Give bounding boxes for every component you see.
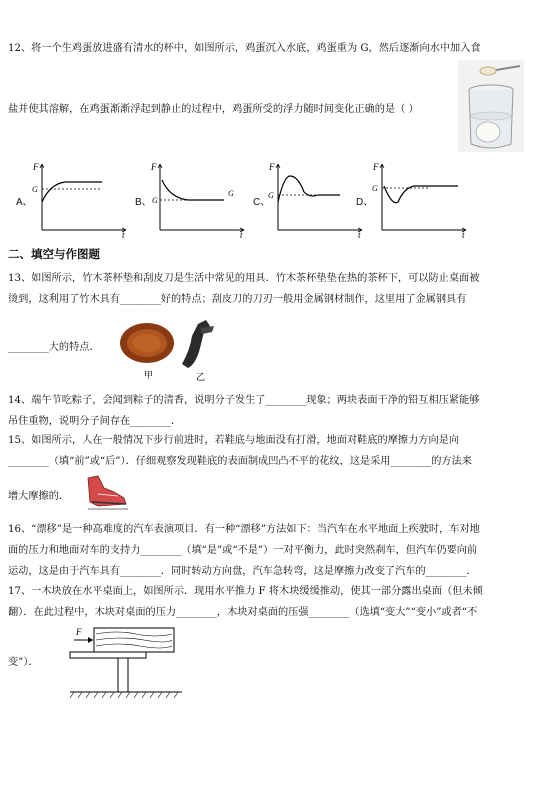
egg-in-glass-image — [458, 60, 524, 152]
q17-line3: 变”）． — [8, 657, 39, 668]
axis-y-label: F — [151, 162, 157, 172]
axis-x-label: t — [358, 230, 361, 238]
level-label: G — [372, 184, 378, 193]
q17-line1: 17、一木块放在水平桌面上，如图所示．现用水平推力 F 将木块缓缓推动，使其一部分露出桌面（但未倾 — [8, 586, 483, 597]
q13-line3: ________大的特点． — [8, 342, 100, 353]
q15-line3: 增大摩擦的． — [8, 491, 70, 502]
graph-option-b — [148, 158, 248, 238]
option-b-label: B、 — [135, 197, 152, 208]
label-jia: 甲 — [144, 370, 154, 380]
shoe-walking-image — [84, 474, 130, 510]
axis-y-label: F — [269, 162, 275, 172]
q17-line2: 翻）．在此过程中，木块对桌面的压力________，木块对桌面的压强________（选填“变大”“变小”或者“不 — [8, 607, 478, 618]
axis-x-label: t — [240, 230, 243, 238]
q16-line3: 运动，这是由于汽车具有________．同时转动方向盘，汽车急转弯，这是摩擦力改变了汽车的________． — [8, 566, 477, 577]
q13-line1: 13、如图所示，竹木茶杯垫和刮皮刀是生活中常见的用具．竹木茶杯垫垫在热的茶杯下，可以防止桌面被 — [8, 273, 480, 284]
graph-option-d — [370, 158, 470, 238]
q15-line1: 15、如图所示，人在一般情况下步行前进时，若鞋底与地面没有打滑，地面对鞋底的摩擦力方向是向 — [8, 435, 460, 446]
axis-y-label: F — [373, 162, 379, 172]
option-d-label: D、 — [356, 197, 374, 208]
graph-option-a — [30, 158, 130, 238]
force-label: F — [76, 627, 82, 637]
axis-x-label: t — [122, 230, 125, 238]
q12-line1: 12、将一个生鸡蛋放进盛有清水的杯中，如图所示，鸡蛋沉入水底，鸡蛋重为 G，然后逐渐向水中加入食 — [8, 43, 481, 54]
q14-line2: 吊住重物，说明分子间存在________． — [8, 416, 182, 427]
axis-y-label: F — [33, 162, 39, 172]
q14-line1: 14、端午节吃粽子，会闻到粽子的清香，说明分子发生了________现象；两块表面干净的铅互相压紧能够 — [8, 395, 480, 406]
q12-line2: 盐并使其溶解，在鸡蛋渐渐浮起到静止的过程中，鸡蛋所受的浮力随时间变化正确的是（ ） — [8, 104, 419, 115]
coaster-and-peeler-image — [118, 318, 228, 384]
graph-option-c — [266, 158, 366, 238]
q15-line2: ________（填“前”或“后”）．仔细观察发现鞋底的表面制成凹凸不平的花纹，这是采用________的方法来 — [8, 456, 472, 467]
q16-line2: 面的压力和地面对车的支持力________（填“是”或“不是”）一对平衡力，此时突然刹车，但汽车仍要向前 — [8, 545, 478, 556]
q13-line2: 烫到，这利用了竹木具有________好的特点；刮皮刀的刀刃一般用金属钢材制作，这里用了金属钢具有 — [8, 294, 467, 305]
option-a-label: A、 — [16, 197, 33, 208]
level-left-label: G — [152, 196, 158, 205]
block-on-table-figure — [66, 622, 186, 702]
section-title: 二、填空与作图题 — [8, 247, 100, 261]
level-label: G — [32, 185, 38, 194]
q16-line1: 16、“漂移”是一种高难度的汽车表演项目．有一种“漂移”方法如下：当汽车在水平地面上疾驶时，车对地 — [8, 524, 480, 535]
label-yi: 乙 — [196, 372, 206, 382]
level-label: G — [268, 191, 274, 200]
option-c-label: C、 — [253, 197, 271, 208]
axis-x-label: t — [462, 230, 465, 238]
level-right-label: G — [228, 189, 234, 198]
